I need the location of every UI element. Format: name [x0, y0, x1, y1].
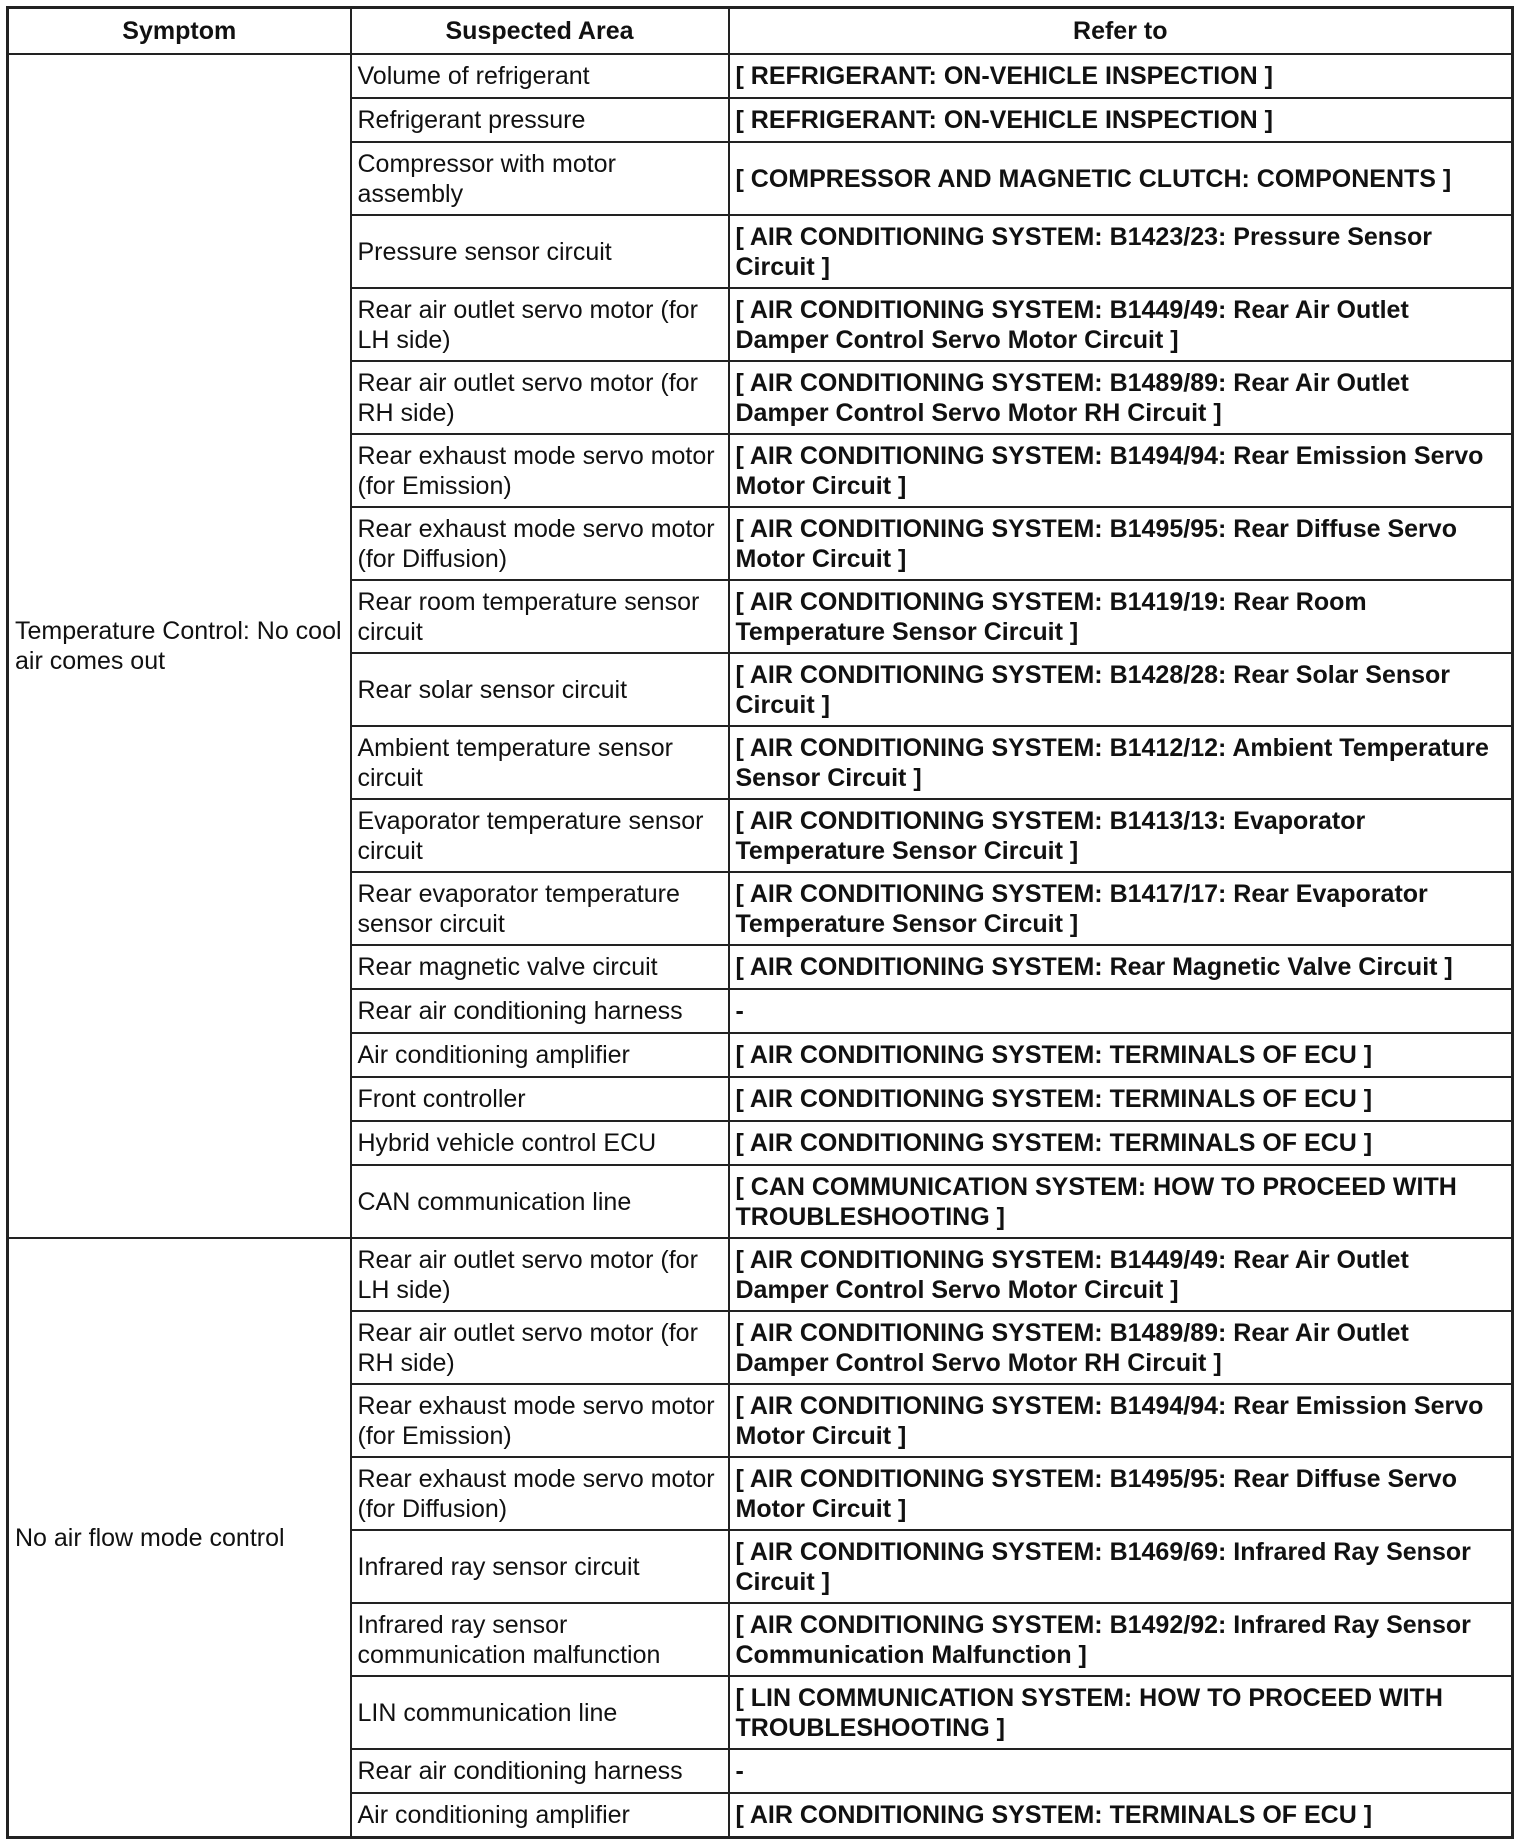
suspected-area-cell: Rear exhaust mode servo motor (for Emission): [351, 434, 729, 507]
suspected-area-cell: Refrigerant pressure: [351, 98, 729, 142]
refer-to-link[interactable]: [ AIR CONDITIONING SYSTEM: B1495/95: Rear Diffuse Servo Motor Circuit ]: [729, 507, 1513, 580]
symptom-cell: Temperature Control: No cool air comes out: [8, 54, 351, 1238]
suspected-area-cell: Rear air conditioning harness: [351, 1749, 729, 1793]
refer-to-link[interactable]: [ AIR CONDITIONING SYSTEM: B1449/49: Rear Air Outlet Damper Control Servo Motor Circuit ]: [729, 288, 1513, 361]
suspected-area-cell: Pressure sensor circuit: [351, 215, 729, 288]
refer-to-link[interactable]: [ AIR CONDITIONING SYSTEM: Rear Magnetic Valve Circuit ]: [729, 945, 1513, 989]
suspected-area-cell: Hybrid vehicle control ECU: [351, 1121, 729, 1165]
refer-to-link[interactable]: [ AIR CONDITIONING SYSTEM: TERMINALS OF ECU ]: [729, 1033, 1513, 1077]
refer-to-link[interactable]: [ LIN COMMUNICATION SYSTEM: HOW TO PROCEED WITH TROUBLESHOOTING ]: [729, 1676, 1513, 1749]
refer-to-link[interactable]: [ AIR CONDITIONING SYSTEM: B1417/17: Rear Evaporator Temperature Sensor Circuit ]: [729, 872, 1513, 945]
table-row: [8, 54, 1513, 98]
suspected-area-cell: Rear evaporator temperature sensor circuit: [351, 872, 729, 945]
refer-to-link[interactable]: [ AIR CONDITIONING SYSTEM: TERMINALS OF ECU ]: [729, 1793, 1513, 1838]
suspected-area-cell: Rear air outlet servo motor (for RH side): [351, 1311, 729, 1384]
symptom-cell: No air flow mode control: [8, 1238, 351, 1838]
refer-to-link[interactable]: [ CAN COMMUNICATION SYSTEM: HOW TO PROCEED WITH TROUBLESHOOTING ]: [729, 1165, 1513, 1238]
refer-to-link[interactable]: [ AIR CONDITIONING SYSTEM: TERMINALS OF ECU ]: [729, 1121, 1513, 1165]
refer-to-link[interactable]: [ AIR CONDITIONING SYSTEM: TERMINALS OF ECU ]: [729, 1077, 1513, 1121]
troubleshooting-sheet: [6, 6, 1514, 1839]
suspected-area-cell: Compressor with motor assembly: [351, 142, 729, 215]
suspected-area-cell: Infrared ray sensor circuit: [351, 1530, 729, 1603]
refer-to-link[interactable]: [ REFRIGERANT: ON-VEHICLE INSPECTION ]: [729, 54, 1513, 98]
suspected-area-cell: Rear air outlet servo motor (for RH side): [351, 361, 729, 434]
refer-to-link[interactable]: [ AIR CONDITIONING SYSTEM: B1428/28: Rear Solar Sensor Circuit ]: [729, 653, 1513, 726]
suspected-area-cell: Front controller: [351, 1077, 729, 1121]
table-row: [8, 1238, 1513, 1311]
refer-to-link[interactable]: [ AIR CONDITIONING SYSTEM: B1489/89: Rear Air Outlet Damper Control Servo Motor RH Circuit ]: [729, 361, 1513, 434]
refer-to-link[interactable]: [ AIR CONDITIONING SYSTEM: B1413/13: Evaporator Temperature Sensor Circuit ]: [729, 799, 1513, 872]
suspected-area-cell: Rear air outlet servo motor (for LH side): [351, 1238, 729, 1311]
suspected-area-cell: Rear air outlet servo motor (for LH side): [351, 288, 729, 361]
suspected-area-cell: Rear exhaust mode servo motor (for Diffusion): [351, 507, 729, 580]
suspected-area-cell: Rear room temperature sensor circuit: [351, 580, 729, 653]
suspected-area-cell: Evaporator temperature sensor circuit: [351, 799, 729, 872]
table-body: [8, 54, 1513, 1838]
refer-to-link[interactable]: [ AIR CONDITIONING SYSTEM: B1449/49: Rear Air Outlet Damper Control Servo Motor Circuit ]: [729, 1238, 1513, 1311]
header-suspected-area: Suspected Area: [351, 8, 729, 55]
refer-to-link[interactable]: [ AIR CONDITIONING SYSTEM: B1494/94: Rear Emission Servo Motor Circuit ]: [729, 1384, 1513, 1457]
suspected-area-cell: Rear exhaust mode servo motor (for Emission): [351, 1384, 729, 1457]
suspected-area-cell: CAN communication line: [351, 1165, 729, 1238]
refer-to-link[interactable]: [ REFRIGERANT: ON-VEHICLE INSPECTION ]: [729, 98, 1513, 142]
refer-to-cell: -: [729, 989, 1513, 1033]
refer-to-link[interactable]: [ AIR CONDITIONING SYSTEM: B1492/92: Infrared Ray Sensor Communication Malfunction ]: [729, 1603, 1513, 1676]
refer-to-link[interactable]: [ AIR CONDITIONING SYSTEM: B1469/69: Infrared Ray Sensor Circuit ]: [729, 1530, 1513, 1603]
refer-to-link[interactable]: [ AIR CONDITIONING SYSTEM: B1494/94: Rear Emission Servo Motor Circuit ]: [729, 434, 1513, 507]
suspected-area-cell: Rear solar sensor circuit: [351, 653, 729, 726]
suspected-area-cell: Air conditioning amplifier: [351, 1033, 729, 1077]
suspected-area-cell: Rear air conditioning harness: [351, 989, 729, 1033]
problem-symptoms-table: [6, 6, 1514, 1839]
suspected-area-cell: LIN communication line: [351, 1676, 729, 1749]
suspected-area-cell: Air conditioning amplifier: [351, 1793, 729, 1838]
suspected-area-cell: Infrared ray sensor communication malfunction: [351, 1603, 729, 1676]
suspected-area-cell: Rear exhaust mode servo motor (for Diffusion): [351, 1457, 729, 1530]
refer-to-cell: -: [729, 1749, 1513, 1793]
header-refer-to: Refer to: [729, 8, 1513, 55]
refer-to-link[interactable]: [ AIR CONDITIONING SYSTEM: B1419/19: Rear Room Temperature Sensor Circuit ]: [729, 580, 1513, 653]
refer-to-link[interactable]: [ COMPRESSOR AND MAGNETIC CLUTCH: COMPONENTS ]: [729, 142, 1513, 215]
refer-to-link[interactable]: [ AIR CONDITIONING SYSTEM: B1495/95: Rear Diffuse Servo Motor Circuit ]: [729, 1457, 1513, 1530]
refer-to-link[interactable]: [ AIR CONDITIONING SYSTEM: B1423/23: Pressure Sensor Circuit ]: [729, 215, 1513, 288]
refer-to-link[interactable]: [ AIR CONDITIONING SYSTEM: B1489/89: Rear Air Outlet Damper Control Servo Motor RH Circuit ]: [729, 1311, 1513, 1384]
header-symptom: Symptom: [8, 8, 351, 55]
refer-to-link[interactable]: [ AIR CONDITIONING SYSTEM: B1412/12: Ambient Temperature Sensor Circuit ]: [729, 726, 1513, 799]
suspected-area-cell: Ambient temperature sensor circuit: [351, 726, 729, 799]
table-header-row: [8, 8, 1513, 55]
suspected-area-cell: Volume of refrigerant: [351, 54, 729, 98]
suspected-area-cell: Rear magnetic valve circuit: [351, 945, 729, 989]
